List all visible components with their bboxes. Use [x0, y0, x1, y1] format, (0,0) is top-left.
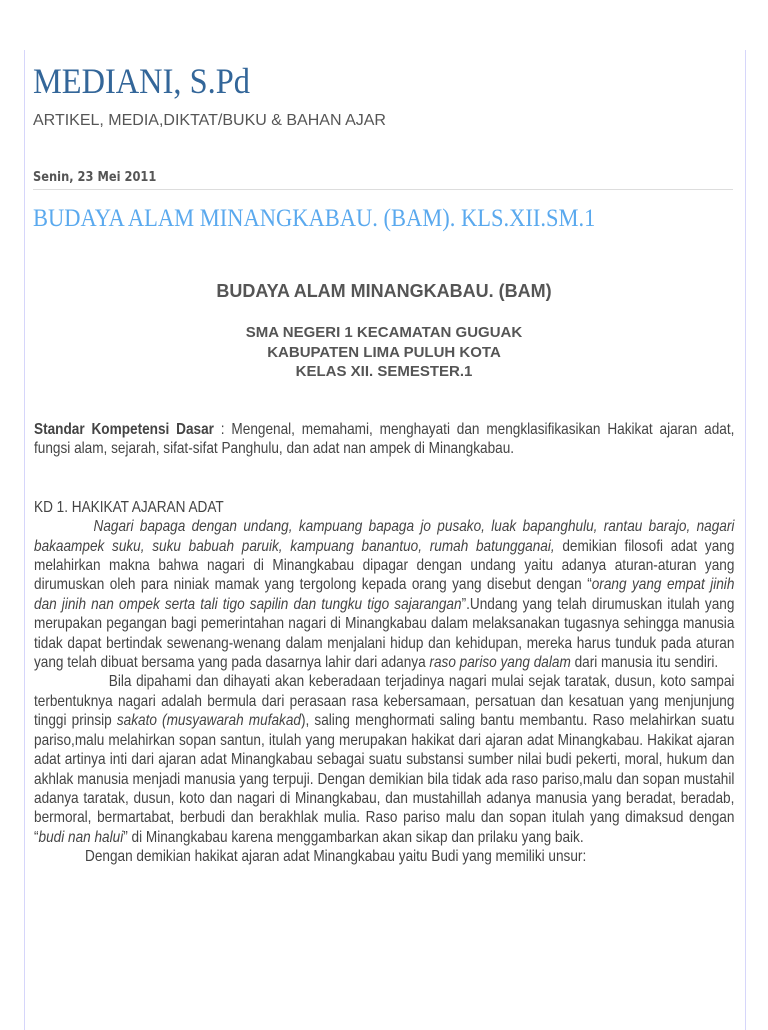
post-title[interactable]: BUDAYA ALAM MINANGKABAU. (BAM). KLS.XII.SM.1 — [33, 205, 596, 232]
paragraph-3: Dengan demikian hakikat ajaran adat Minangkabau yaitu Budi yang memiliki unsur: — [85, 848, 587, 866]
divider — [33, 189, 733, 190]
article-body — [34, 420, 734, 867]
text-italic: sakato (musyawarah mufakad — [116, 712, 301, 730]
text: ” di Minangkabau karena menggambarkan akan sikap dan prilaku yang baik. — [123, 828, 584, 846]
competency-text: : Mengenal, memahami, menghayati dan mengklasifikasikan Hakikat ajaran adat, fungsi alam, sejarah, sifat-sifat Panghulu, dan adat nan ampek di Minangkabau. — [34, 421, 735, 458]
text: demikian filosofi adat yang melahirkan makna bahwa nagari di Minangkabau dipagar dengan undang yaitu adanya aturan-aturan yang dirumuskan oleh para niniak mamak yang tergolong kepada orang yang disebut dengan “ — [34, 537, 735, 594]
text: ), saling menghormati saling bantu membantu. Raso melahirkan suatu pariso,malu melahirkan sopan santun, itulah yang merupakan hakikat dari ajaran adat Minangkabau. Hakikat ajaran adat artinya inti dari ajaran adat Minangkabau sebagai suatu substansi sumber nilai budi pekerti, moral, hukum dan akhlak manusia menjadi manusia yang terpuji. Dengan demikian bila tidak ada raso pariso,malu dan sopan mustahil adanya taratak, dusun, koto dan nagari di Minangkabau, dan mustahillah adanya manusia yang beradat, beradab, bermoral, bermartabat, berbudi dan berakhlak mulia. Raso pariso malu dan sopan itulah yang dimaksud dengan “ — [34, 712, 735, 846]
text-italic: raso pariso yang dalam — [429, 654, 571, 672]
competency-label: Standar Kompetensi Dasar — [34, 421, 214, 438]
text-italic: Nagari bapaga dengan undang, kampuang bapaga jo pusako, luak bapanghulu, rantau barajo, nagari bakaampek suku, suku babuah paruik, kampuang banantuo, rumah batungganai, — [34, 518, 735, 555]
paragraph-1 — [34, 517, 734, 672]
school-name: SMA NEGERI 1 KECAMATAN GUGUAK — [245, 324, 523, 341]
text-italic: budi nan halui — [38, 828, 124, 846]
blog-title[interactable]: MEDIANI, S.Pd — [33, 61, 250, 101]
post-date: Senin, 23 Mei 2011 — [33, 170, 157, 185]
class-semester: KELAS XII. SEMESTER.1 — [295, 363, 473, 380]
paragraph-2 — [34, 672, 734, 847]
kd-heading: KD 1. HAKIKAT AJARAN ADAT — [34, 498, 224, 516]
competency-paragraph — [34, 420, 734, 459]
text: dari manusia itu sendiri. — [570, 654, 719, 672]
article-heading: BUDAYA ALAM MINANGKABAU. (BAM) — [216, 281, 552, 301]
text-italic: orang yang empat jinih dan jinih nan ompek serta tali tigo sapilin dan tungku tigo sajarangan — [34, 576, 735, 613]
text: Bila dipahami dan dihayati akan keberadaan terjadinya nagari mulai sejak taratak, dusun, koto sampai terbentuknya nagari adalah bermula dari perasaan rasa kebersamaan, persatuan dan kesatuan yang menjunjung tinggi prinsip — [34, 673, 735, 730]
blog-description: ARTIKEL, MEDIA,DIKTAT/BUKU & BAHAN AJAR — [33, 112, 386, 129]
article-subheading — [24, 323, 744, 382]
regency-name: KABUPATEN LIMA PULUH KOTA — [267, 343, 501, 361]
text: ”.Undang yang telah dirumuskan itulah yang merupakan pegangan bagi pemerintahan nagari di Minangkabau dalam melaksanakan tugasnya sehingga manusia tidak dapat bertindak sewenang-wenang dalam menjalani hidup dan kehidupan, mereka harus tunduk pada aturan yang telah dibuat bersama yang pada dasarnya lahir dari adanya — [34, 595, 735, 672]
